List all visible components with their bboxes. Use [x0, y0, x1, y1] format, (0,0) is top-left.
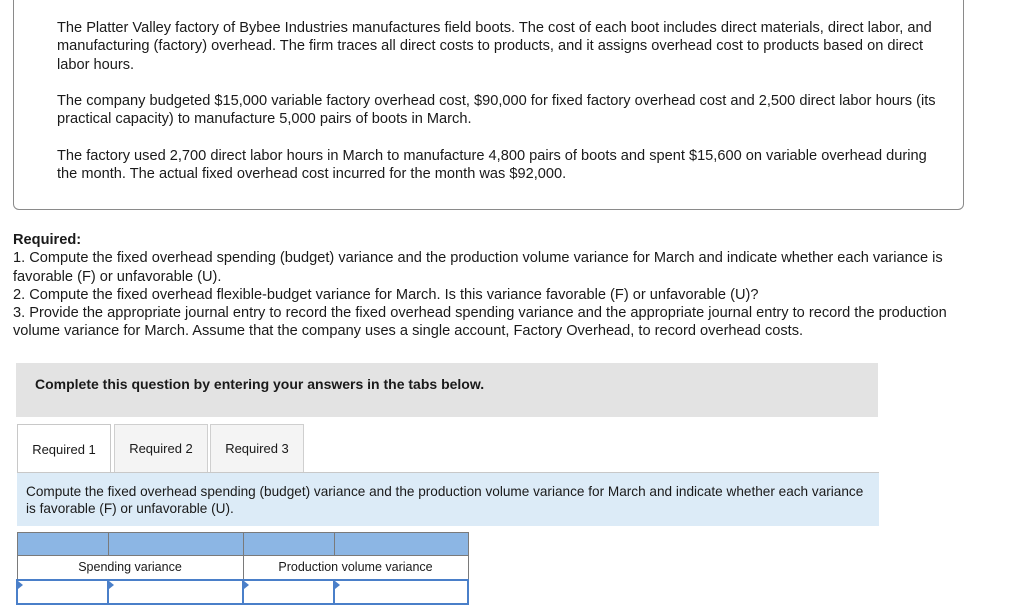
entry-marker-icon: [244, 581, 249, 589]
table-input-row: [17, 580, 468, 604]
production-volume-fu-input[interactable]: [335, 581, 467, 603]
entry-marker-icon: [109, 581, 114, 589]
problem-paragraph-3: The factory used 2,700 direct labor hours in March to manufacture 4,800 pairs of boots and spent $15,600 on variable overhead during the month. The actual fixed overhead cost incurred for the month was $92,000.: [57, 148, 927, 183]
required-section: [13, 231, 973, 341]
required-item-3: 3. Provide the appropriate journal entry to record the fixed overhead spending variance and the appropriate journal entry to record the production volume variance for March. Assume that the company uses a single account, Factory Overhead, to record overhead costs.: [13, 305, 947, 340]
spending-variance-label: Spending variance: [17, 556, 243, 580]
tab-required-1[interactable]: Required 1: [17, 424, 111, 473]
tab-panel-instructions: [17, 473, 879, 526]
entry-marker-icon: [18, 581, 23, 589]
spending-variance-fu-cell: [108, 580, 243, 604]
panel-instruction-text: Compute the fixed overhead spending (budget) variance and the production volume variance for March and indicate whether each variance is favorable (F) or unfavorable (U).: [26, 484, 864, 516]
problem-paragraph-2: The company budgeted $15,000 variable factory overhead cost, $90,000 for fixed factory overhead cost and 2,500 direct labor hours (its practical capacity) to manufacture 5,000 pairs of boots in March.: [57, 93, 936, 128]
header-cell: [243, 533, 334, 556]
tab-required-2[interactable]: Required 2: [114, 424, 208, 472]
problem-paragraph-1: The Platter Valley factory of Bybee Industries manufactures field boots. The cost of each boot includes direct materials, direct labor, and manufacturing (factory) overhead. The firm traces all direct costs to products, and it assigns overhead cost to products based on direct labor hours.: [57, 20, 932, 73]
tab-bar: [17, 424, 879, 472]
production-volume-amount-input[interactable]: [244, 581, 333, 603]
instruction-bar: [16, 363, 878, 417]
spending-variance-fu-input[interactable]: [109, 581, 242, 603]
required-title: Required:: [13, 232, 82, 248]
header-cell: [334, 533, 468, 556]
spending-variance-amount-input[interactable]: [18, 581, 107, 603]
header-cell: [17, 533, 108, 556]
required-item-2: 2. Compute the fixed overhead flexible-budget variance for March. Is this variance favorable (F) or unfavorable (U)?: [13, 286, 759, 303]
answer-table: [16, 532, 469, 605]
instruction-text: Complete this question by entering your answers in the tabs below.: [35, 376, 485, 392]
required-item-1: 1. Compute the fixed overhead spending (budget) variance and the production volume variance for March and indicate whether each variance is favorable (F) or unfavorable (U).: [13, 250, 943, 285]
tab-required-3[interactable]: Required 3: [210, 424, 304, 472]
spending-variance-amount-cell: [17, 580, 108, 604]
production-volume-fu-cell: [334, 580, 468, 604]
table-header-row: [17, 533, 468, 556]
entry-marker-icon: [335, 581, 340, 589]
production-volume-amount-cell: [243, 580, 334, 604]
header-cell: [108, 533, 243, 556]
production-volume-variance-label: Production volume variance: [243, 556, 468, 580]
table-label-row: [17, 556, 468, 580]
